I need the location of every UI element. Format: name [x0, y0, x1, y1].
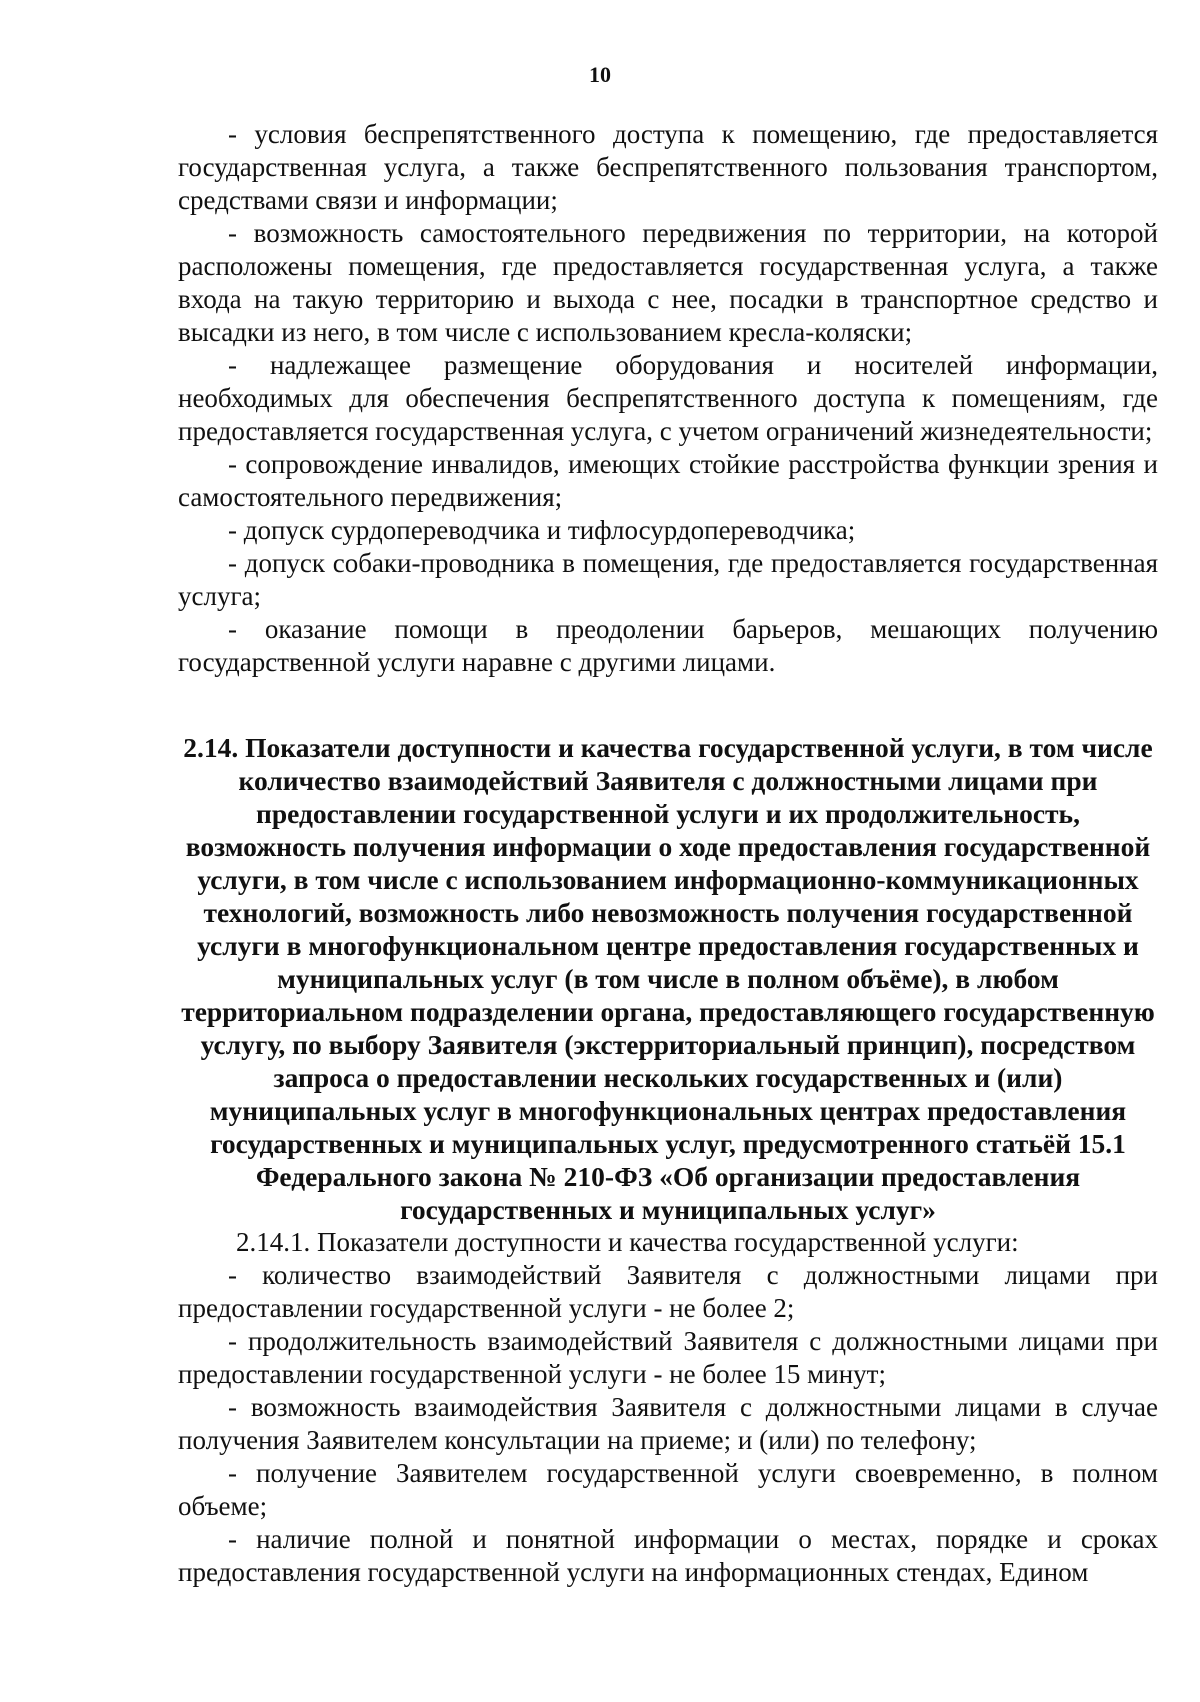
list-item: - оказание помощи в преодолении барьеров, мешающих получению государственной услуги наравне с другими лицами. — [178, 614, 1158, 677]
list-item: - возможность самостоятельного передвижения по территории, на которой расположены помещения, где предоставляется государственная услуга, а также входа на такую территорию и выхода с нее, посадки в транспортное средство и высадки из него, в том числе с использованием кресла-коляски; — [178, 218, 1158, 347]
document-body — [178, 118, 1158, 1589]
list-item: - сопровождение инвалидов, имеющих стойкие расстройства функции зрения и самостоятельного передвижения; — [178, 449, 1158, 512]
list-item: - надлежащее размещение оборудования и носителей информации, необходимых для обеспечения беспрепятственного доступа к помещениям, где предоставляется государственная услуга, с учетом ограничений жизнедеятельности; — [178, 350, 1158, 446]
list-item: - наличие полной и понятной информации о местах, порядке и сроках предоставления государственной услуги на информационных стендах, Едином — [178, 1524, 1158, 1587]
list-item: - продолжительность взаимодействий Заявителя с должностными лицами при предоставлении государственной услуги - не более 15 минут; — [178, 1326, 1158, 1389]
list-item: - количество взаимодействий Заявителя с должностными лицами при предоставлении государственной услуги - не более 2; — [178, 1260, 1158, 1323]
subsection-title: 2.14.1. Показатели доступности и качества государственной услуги: — [236, 1227, 1019, 1257]
page-number: 10 — [589, 62, 611, 87]
list-item: - условия беспрепятственного доступа к помещению, где предоставляется государственная услуга, а также беспрепятственного пользования транспортом, средствами связи и информации; — [178, 119, 1158, 215]
accessibility-conditions-list — [178, 118, 1158, 679]
list-item: - возможность взаимодействия Заявителя с должностными лицами в случае получения Заявителем консультации на приеме; и (или) по телефону; — [178, 1392, 1158, 1455]
list-item: - допуск собаки-проводника в помещения, где предоставляется государственная услуга; — [178, 548, 1158, 611]
list-item: - получение Заявителем государственной услуги своевременно, в полном объеме; — [178, 1458, 1158, 1521]
quality-indicators-list — [178, 1259, 1158, 1589]
list-item: - допуск сурдопереводчика и тифлосурдопереводчика; — [228, 515, 856, 545]
section-heading: 2.14. Показатели доступности и качества государственной услуги, в том числе количество взаимодействий Заявителя с должностными лицами при предоставлении государственной услуги и их продолжительность, возможность получения информации о ходе предоставления государственной услуги, в том числе с использованием информационно-коммуникационных технологий, возможность либо невозможность получения государственной услуги в многофункциональном центре предоставления государственных и муниципальных услуг (в том числе в полном объёме), в любом территориальном подразделении органа, предоставляющего государственную услугу, по выбору Заявителя (экстерриториальный принцип), посредством запроса о предоставлении нескольких государственных и (или) муниципальных услуг в многофункциональных центрах предоставления государственных и муниципальных услуг, предусмотренного статьёй 15.1 Федерального закона № 210-ФЗ «Об организации предоставления государственных и муниципальных услуг» — [181, 732, 1155, 1225]
